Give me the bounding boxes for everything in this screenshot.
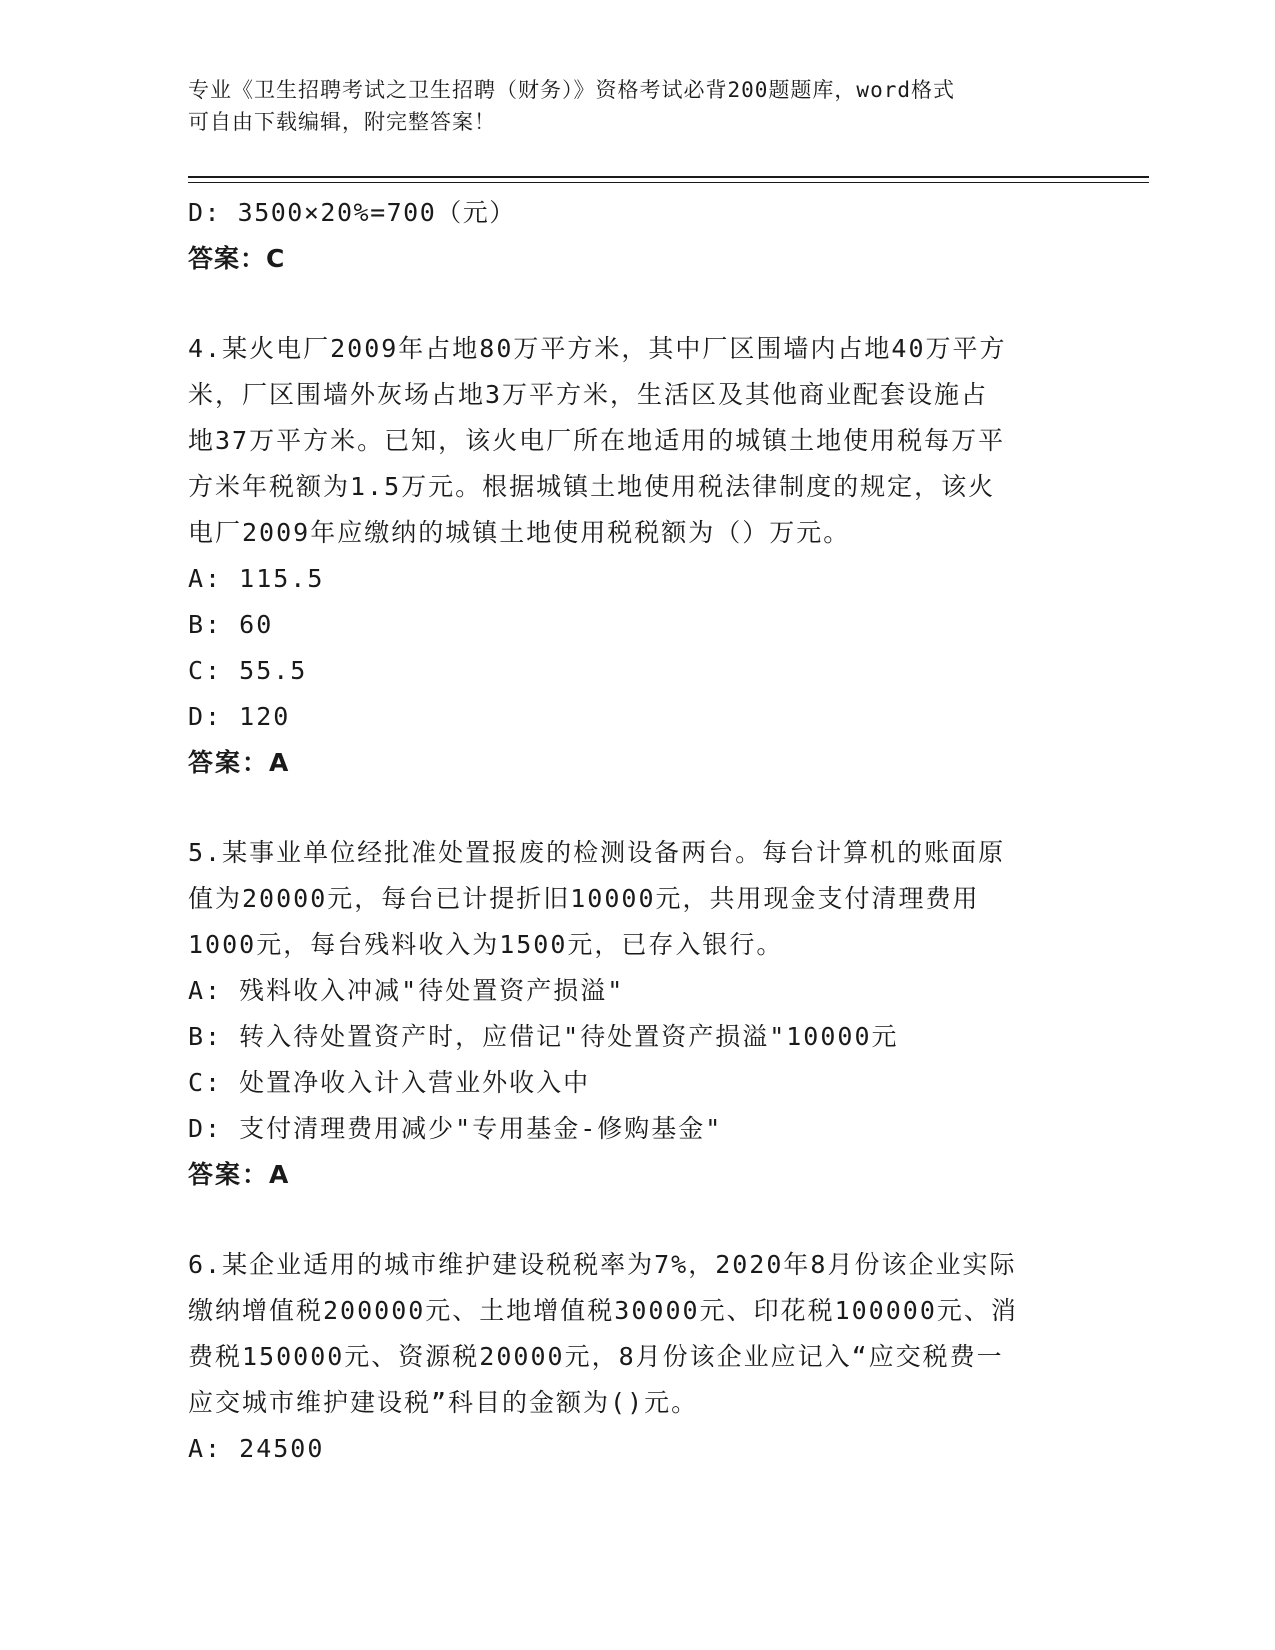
header-title-line-1: 专业《卫生招聘考试之卫生招聘（财务）》资格考试必背200题题库，word格式 (188, 78, 955, 102)
option-b: B: 转入待处置资产时，应借记"待处置资产损溢"10000元 (188, 1022, 899, 1051)
header-title-line-2: 可自由下载编辑，附完整答案！ (188, 110, 496, 134)
question-text-line: 电厂2009年应缴纳的城镇土地使用税税额为（）万元。 (188, 518, 851, 547)
question-text-line: 地37万平方米。已知，该火电厂所在地适用的城镇土地使用税每万平 (188, 426, 1006, 455)
spacer (188, 786, 1088, 830)
option-c: C: 55.5 (188, 656, 308, 685)
question-6 (188, 1242, 1088, 1472)
header-divider-thick (188, 176, 1149, 178)
spacer (188, 282, 1088, 326)
option-b: B: 60 (188, 610, 274, 639)
answer-line: 答案：A (188, 1160, 291, 1189)
option-a: A: 残料收入冲减"待处置资产损溢" (188, 976, 625, 1005)
question-text-line: 5.某事业单位经批准处置报废的检测设备两台。每台计算机的账面原 (188, 838, 1006, 867)
option-a: A: 115.5 (188, 564, 325, 593)
question-text-line: 6.某企业适用的城市维护建设税税率为7%，2020年8月份该企业实际 (188, 1250, 1017, 1279)
question-text-line: 1000元，每台残料收入为1500元，已存入银行。 (188, 930, 784, 959)
question-text-line: 方米年税额为1.5万元。根据城镇土地使用税法律制度的规定，该火 (188, 472, 996, 501)
question-5 (188, 830, 1088, 1198)
option-d: D: 3500×20%=700（元） (188, 198, 516, 227)
question-text-line: 值为20000元，每台已计提折旧10000元，共用现金支付清理费用 (188, 884, 980, 913)
spacer (188, 1198, 1088, 1242)
option-c: C: 处置净收入计入营业外收入中 (188, 1068, 591, 1097)
page-header (188, 74, 1068, 138)
question-text-line: 米，厂区围墙外灰场占地3万平方米，生活区及其他商业配套设施占 (188, 380, 989, 409)
question-text-line: 4.某火电厂2009年占地80万平方米，其中厂区围墙内占地40万平方 (188, 334, 1007, 363)
question-text-line: 缴纳增值税200000元、土地增值税30000元、印花税100000元、消 (188, 1296, 1018, 1325)
question-4 (188, 326, 1088, 786)
question-text-line: 费税150000元、资源税20000元，8月份该企业应记入“应交税费一 (188, 1342, 1004, 1371)
option-d: D: 支付清理费用减少"专用基金-修购基金" (188, 1114, 723, 1143)
previous-question-tail (188, 190, 1088, 282)
answer-line: 答案：C (188, 244, 286, 273)
answer-line: 答案：A (188, 748, 291, 777)
option-d: D: 120 (188, 702, 291, 731)
option-a: A: 24500 (188, 1434, 325, 1463)
document-content (188, 190, 1088, 1472)
header-divider-thin (188, 182, 1149, 183)
question-text-line: 应交城市维护建设税”科目的金额为()元。 (188, 1388, 699, 1417)
